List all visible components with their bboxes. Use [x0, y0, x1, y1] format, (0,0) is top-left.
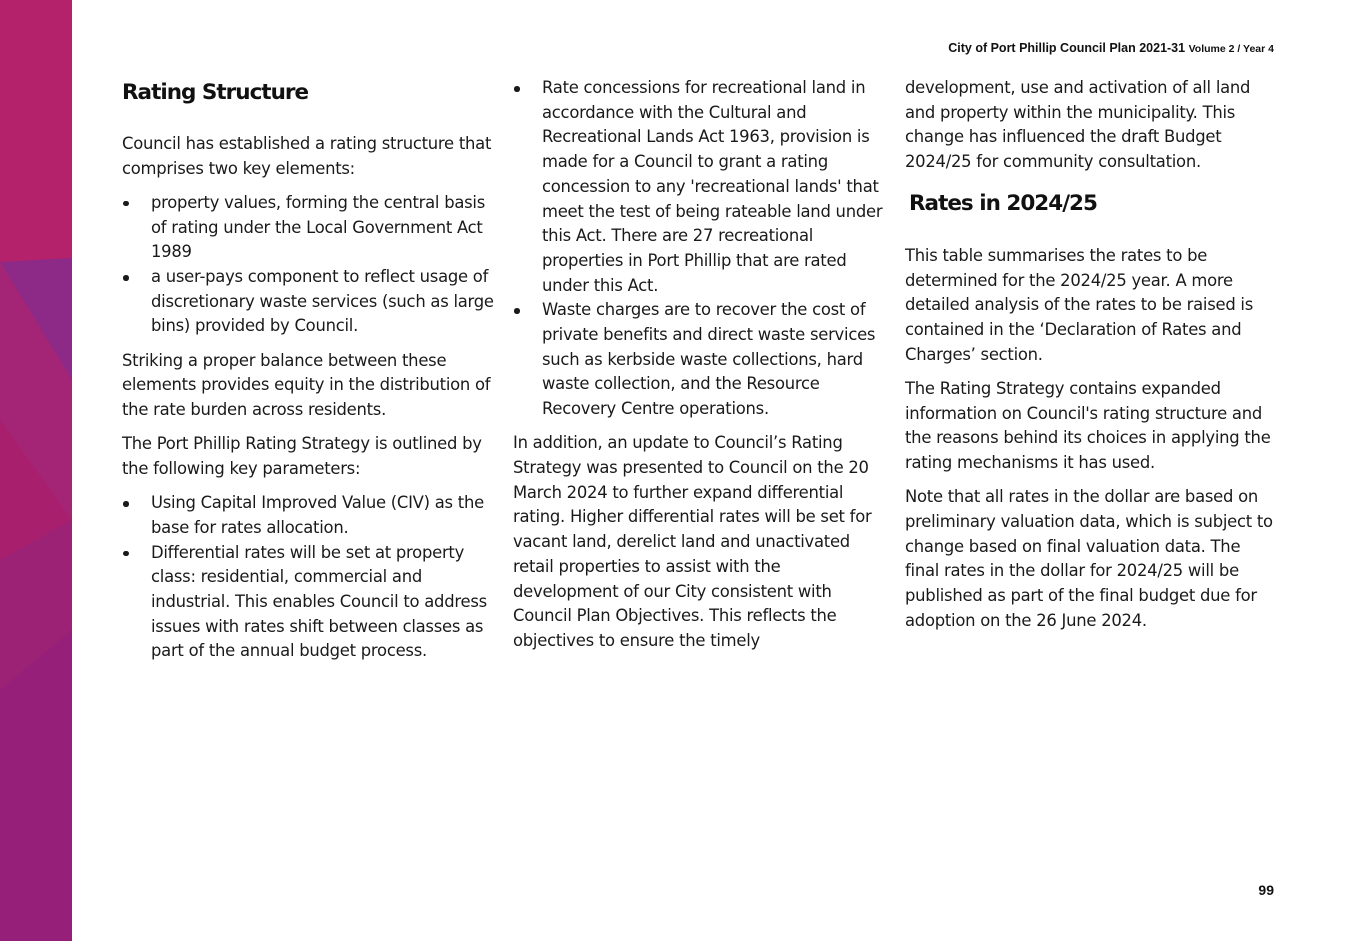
rates-summary-paragraph: This table summarises the rates to be determined for the 2024/25 year. A more detailed analysis of the rates to be raised is contained in the ‘Declaration of Rates and Charges’ section.: [905, 245, 1254, 364]
rating-strategy-info-paragraph: The Rating Strategy contains expanded information on Council's rating structure and the reasons behind its choices in applying the rating mechanisms it has used.: [905, 378, 1271, 472]
column-2: [513, 76, 885, 663]
rates-heading: Rates in 2024/25: [909, 190, 1097, 216]
sidebar-pattern: [0, 0, 72, 941]
valuation-note-paragraph: Note that all rates in the dollar are based on preliminary valuation data, which is subject to change based on final valuation data. The final rates in the dollar for 2024/25 will be published as part of the final budget due for adoption on the 26 June 2024.: [905, 487, 1273, 630]
key-elements-list: [122, 191, 494, 339]
key-parameters-list: [122, 491, 494, 664]
strategy-update-paragraph: In addition, an update to Council’s Rating Strategy was presented to Council on the 20 March 2024 to further expand differential rating. Higher differential rates will be set for vacant land, derelict land and unactivated retail properties to assist with the development of our City consistent with Council Plan Objectives. This reflects the objectives to ensure the timely: [513, 433, 872, 650]
strategy-intro-paragraph: The Port Phillip Rating Strategy is outlined by the following key parameters:: [122, 434, 482, 478]
list-item: property values, forming the central basis of rating under the Local Government Act 1989: [122, 191, 494, 265]
rating-structure-intro: Council has established a rating structure that comprises two key elements:: [122, 134, 492, 178]
key-parameters-list-continued: [513, 76, 885, 422]
page-number: 99: [1258, 882, 1274, 898]
decorative-sidebar: [0, 0, 72, 941]
column-3: [905, 76, 1277, 643]
balance-paragraph: Striking a proper balance between these elements provides equity in the distribution of the rate burden across residents.: [122, 350, 491, 420]
header-title: City of Port Phillip Council Plan 2021-31: [948, 41, 1186, 55]
document-header: [948, 41, 1274, 55]
list-item: Rate concessions for recreational land in accordance with the Cultural and Recreational Lands Act 1963, provision is made for a Council to grant a rating concession to any 'recreational lands' that meet the test of being rateable land under this Act. There are 27 recreational properties in Port Phillip that are rated under this Act.: [513, 76, 885, 298]
list-item: Differential rates will be set at property class: residential, commercial and industrial. This enables Council to address issues with rates shift between classes as part of the annual budget process.: [122, 541, 494, 665]
list-item: Waste charges are to recover the cost of private benefits and direct waste services such as kerbside waste collections, hard waste collection, and the Resource Recovery Centre operations.: [513, 298, 885, 422]
list-item: Using Capital Improved Value (CIV) as the base for rates allocation.: [122, 491, 494, 540]
header-volume: Volume 2 / Year 4: [1188, 43, 1274, 55]
column-1: [122, 76, 494, 674]
rating-structure-heading: Rating Structure: [122, 80, 309, 105]
list-item: a user-pays component to reflect usage of discretionary waste services (such as large bins) provided by Council.: [122, 265, 494, 339]
sidebar-shape-top: [0, 0, 72, 270]
continuation-paragraph: development, use and activation of all land and property within the municipality. This change has influenced the draft Budget 2024/25 for community consultation.: [905, 78, 1251, 172]
